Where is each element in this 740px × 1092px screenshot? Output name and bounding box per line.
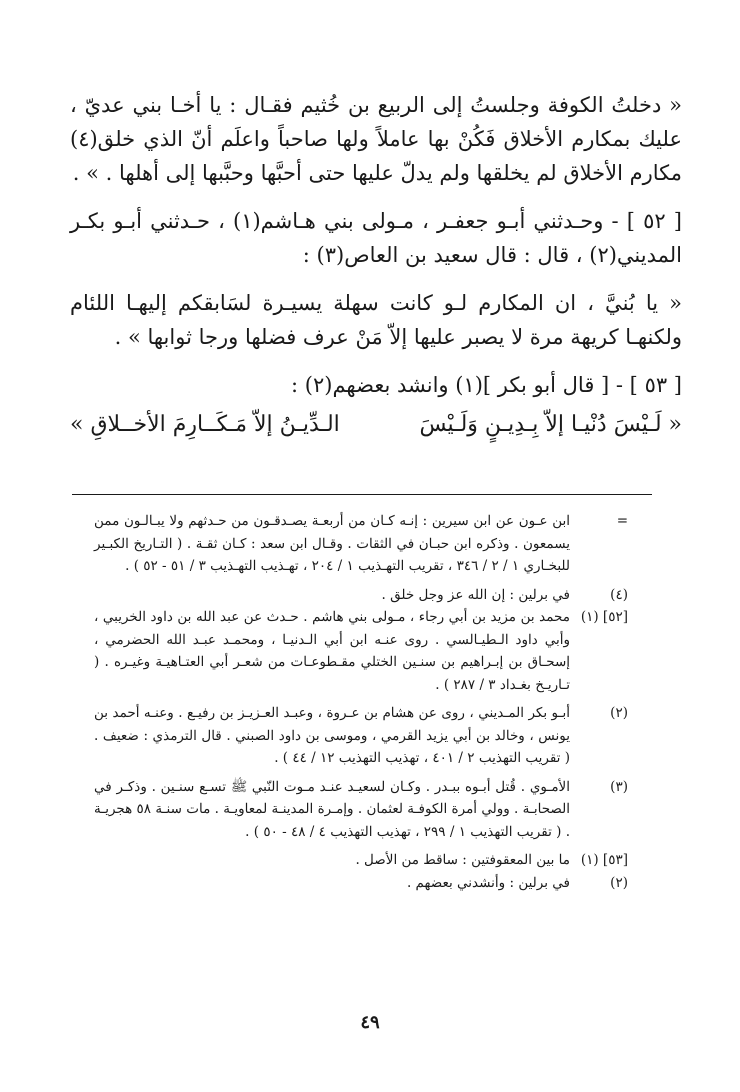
footnote-text: محمد بن مزيد بن أبي رجاء ، مـولى بني هاشم . حـدث عن عبد الله بن داود الخريبي ، وأبي داود الـطيـالسي . روى عنـه ابن أبي الـدنيـا ، ومحمـد عبـد الله الحضرمي ، إسحـاق بن إبـراهيم بن سنـين الختلي مقـطوعـات من شعـر أبي العتـاهيـة وغيـره . ( تـاريـخ بغـداد ٣ / ٢٨٧ ) . (94, 609, 571, 693)
footnote-52-1 (94, 606, 628, 696)
footnote-marker: (٣) (610, 778, 628, 795)
footnote-text: ما بين المعقوفتين : ساقط من الأصل . (355, 852, 570, 868)
page-number: ٤٩ (360, 1012, 380, 1033)
footnote-4 (94, 584, 628, 607)
quote-paragraph-saeed: « يا بُنيَّ ، ان المكارم لـو كانت سهلة يسيـرة لسَابقكم إليهـا اللئام ولكنهـا كريهة مرة لا يصبر عليها إلاّ مَنْ عرف فضلها ورجا ثوابها » . (70, 291, 682, 349)
footnote-marker: [٥٢] (١) (580, 609, 628, 625)
narration-52: [ ٥٢ ] - وحـدثني أبـو جعفـر ، مـولى بني هـاشم(١) ، حـدثني أبـو بكـر المديني(٢) ، قال : قال سعيد بن العاص(٣) : (70, 209, 682, 267)
footnote-52-2 (94, 702, 628, 770)
narration-53: [ ٥٣ ] - [ قال أبو بكر ](١) وانشد بعضهم(٢) : (291, 373, 682, 397)
footnote-marker: (٤) (610, 586, 628, 603)
footnote-marker: (٢) (610, 705, 628, 721)
footnote-52-3 (94, 776, 628, 844)
footnotes (94, 510, 628, 894)
footnote-text: أبـو بكر المـديني ، روى عن هشام بن عـروة ، وعبـد العـزيـز بن رفيـع . وعنـه أحمد بن يونس ، وخالد بن أبي يزيد القرمي ، وموسى بن داود الصبني . قال الترمذي : ضعيف . ( تقريب التهذيب ٢ / ٤٠١ ، تهذيب التهذيب ١٢ / ٤٤ ) . (94, 705, 570, 766)
footnote-divider (72, 494, 652, 495)
poem-first-hemistich: « لَـيْسَ دُنْيـا إلاّ بِـدِيـنٍ وَلَـيْسَ (419, 412, 682, 437)
main-text (70, 88, 682, 442)
footnote-marker: = (616, 513, 628, 529)
footnote-text: في برلين : وأنشدني بعضهم . (406, 874, 570, 891)
footnote-text: في برلين : إن الله عز وجل خلق . (381, 586, 570, 603)
footnote-marker: (٢) (610, 874, 628, 891)
quote-paragraph-rabi: « دخلتُ الكوفة وجلستُ إلى الربيع بن خُثيم فقـال : يا أخـا بني عديّ ، عليك بمكارم الأخلاق فَكُنْ بها عاملاً ولها صاحباً واعلَم أنّ الذي خلق(٤) مكارم الأخلاق لم يخلقها ولم يدلّ عليها حتى أحبَّها وحبَّبها إلى أهلها . » . (70, 93, 682, 185)
footnote-53-1 (94, 849, 628, 872)
poem-verse (70, 408, 682, 442)
footnote-text: ابن عـون عن ابن سيرين : إنـه كـان من أربعـة يصـدقـون من حـدثهم ولا يبـالـون ممن يسمعون . وذكره ابن حبـان في الثقات . وقـال ابن سعد : كـان ثقـة . ( التـاريخ الكبـير للبخـاري ١ / ٢ / ٣٤٦ ، تقريب التهـذيب ١ / ٢٠٤ ، تهـذيب التهـذيب ٣ / ٥١ - ٥٢ ) . (94, 513, 570, 574)
footnote-continuation (94, 510, 628, 578)
poem-second-hemistich: الـدِّيـنُ إلاّ مَـكَــارِمَ الأخــلاقِ » (70, 412, 340, 437)
footnote-text: الأمـوي . قُتل أبـوه ببـدر . وكـان لسعيـد عنـد مـوت النّبي ﷺ تسـع سنـين . وذكـر في الصحابـة . وولي أمرة الكوفـة لعثمان . وإمـرة المدينـة لمعاويـة . مات سنـة ٥٨ هجريـة . ( تقريب التهذيب ١ / ٢٩٩ ، تهذيب التهذيب ٤ / ٤٨ - ٥٠ ) . (94, 778, 570, 840)
footnote-53-2 (94, 872, 628, 895)
footnote-marker: [٥٣] (١) (580, 852, 628, 868)
